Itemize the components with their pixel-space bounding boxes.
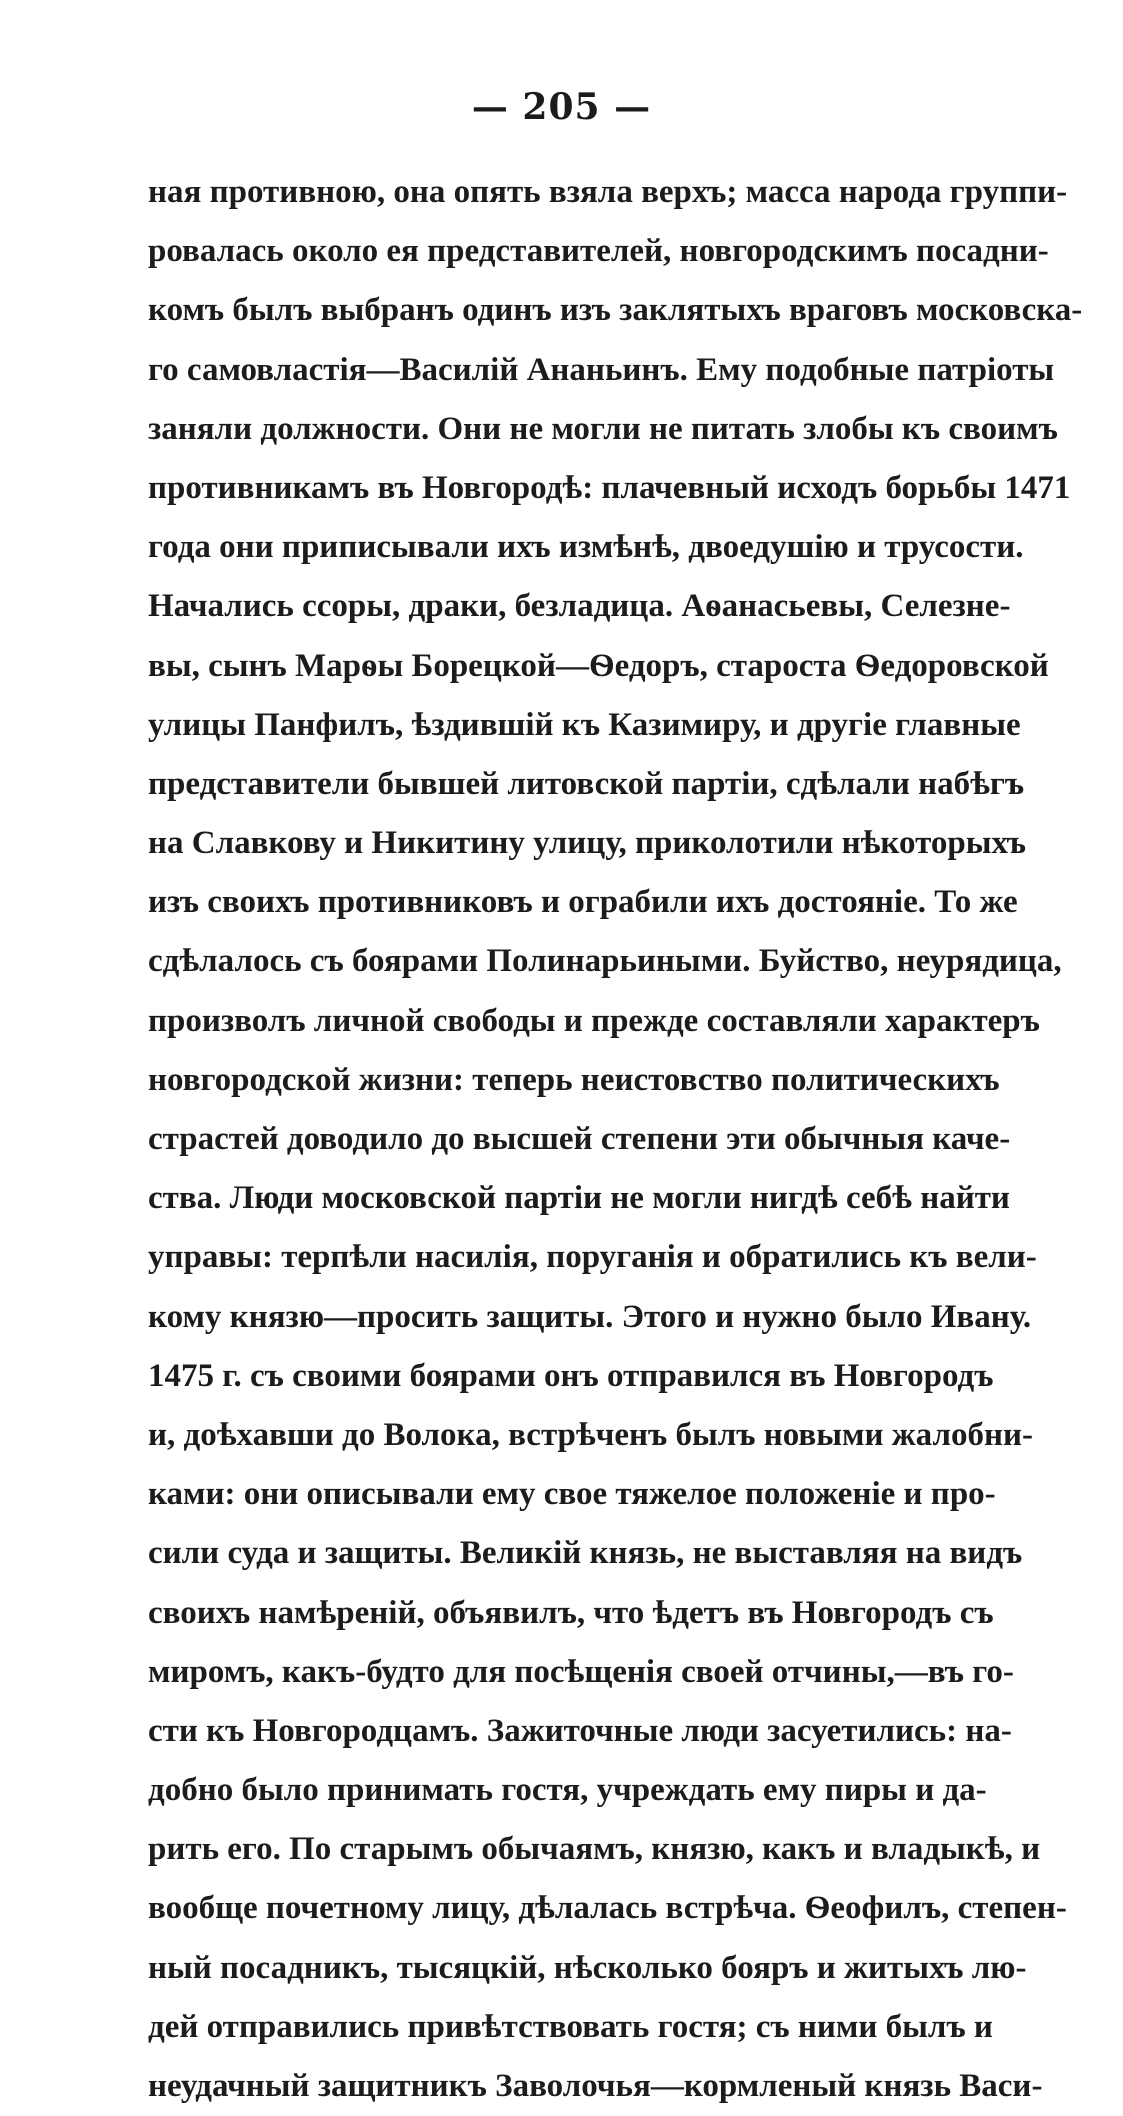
text-line: управы: терпѣли насилія, поруганія и обратились къ вели- — [148, 1239, 1037, 1276]
text-line: изъ своихъ противниковъ и ограбили ихъ достояніе. То же — [148, 884, 1018, 921]
text-line: противникамъ въ Новгородѣ: плачевный исходъ борьбы 1471 — [148, 469, 1071, 506]
text-line: миромъ, какъ-будто для посѣщенія своей отчины,—въ го- — [148, 1653, 1014, 1690]
text-line: го самовластія—Василій Ананьинъ. Ему подобные патріоты — [148, 351, 1055, 388]
text-line: Начались ссоры, драки, безладица. Аѳанасьевы, Селезне- — [148, 588, 1011, 625]
text-line: ная противною, она опять взяла верхъ; масса народа группи- — [148, 174, 1068, 210]
text-line: своихъ намѣреній, объявилъ, что ѣдетъ въ Новгородъ съ — [148, 1594, 994, 1631]
text-line: 1475 г. съ своими боярами онъ отправился въ Новгородъ — [148, 1357, 994, 1394]
text-line: улицы Панфилъ, ѣздившій къ Казимиру, и другіе главные — [148, 706, 1021, 743]
text-line: произволъ личной свободы и прежде составляли характеръ — [148, 1002, 1040, 1039]
text-line: добно было принимать гостя, учреждать ему пиры и да- — [148, 1772, 987, 1809]
text-line: вообще почетному лицу, дѣлалась встрѣча. Ѳеофилъ, степен- — [148, 1890, 1067, 1927]
text-line: страстей доводило до высшей степени эти обычныя каче- — [148, 1121, 1011, 1157]
text-line: ный посадникъ, тысяцкій, нѣсколько бояръ и житыхъ лю- — [148, 1949, 1027, 1986]
text-line: заняли должности. Они не могли не питать злобы къ своимъ — [148, 410, 1058, 447]
text-line: сти къ Новгородцамъ. Зажиточные люди засуетились: на- — [148, 1712, 1012, 1749]
text-line: на Славкову и Никитину улицу, приколотили нѣкоторыхъ — [148, 825, 1026, 862]
text-line: неудачный защитникъ Заволочья—кормленый князь Васи- — [148, 2068, 1043, 2104]
text-line: комъ былъ выбранъ одинъ изъ заклятыхъ враговъ московска- — [148, 292, 1083, 329]
text-line: дей отправились привѣтствовать гостя; съ ними былъ и — [148, 2008, 993, 2045]
text-line: сдѣлалось съ боярами Полинарьиными. Буйство, неурядица, — [148, 943, 1062, 980]
text-line: новгородской жизни: теперь неистовство политическихъ — [148, 1061, 1000, 1098]
body-text — [148, 163, 1083, 2116]
text-line: кому князю—просить защиты. Этого и нужно было Ивану. — [148, 1298, 1032, 1335]
page-number: — 205 — — [471, 86, 652, 128]
text-line: ровалась около ея представителей, новгородскимъ посадни- — [148, 233, 1049, 270]
text-line: представители бывшей литовской партіи, сдѣлали набѣгъ — [148, 765, 1025, 802]
text-line: года они приписывали ихъ измѣнѣ, двоедушію и трусости. — [148, 529, 1024, 566]
text-line: вы, сынъ Марѳы Борецкой—Ѳедоръ, староста Ѳедоровской — [148, 647, 1049, 684]
text-line: ками: они описывали ему свое тяжелое положеніе и про- — [148, 1476, 996, 1513]
text-line: и, доѣхавши до Волока, встрѣченъ былъ новыми жалобни- — [148, 1416, 1034, 1453]
text-line: ства. Люди московской партіи не могли нигдѣ себѣ найти — [148, 1180, 1010, 1217]
text-line: рить его. По старымъ обычаямъ, князю, какъ и владыкѣ, и — [148, 1831, 1041, 1868]
text-line: сили суда и защиты. Великій князь, не выставляя на видъ — [148, 1535, 1023, 1572]
